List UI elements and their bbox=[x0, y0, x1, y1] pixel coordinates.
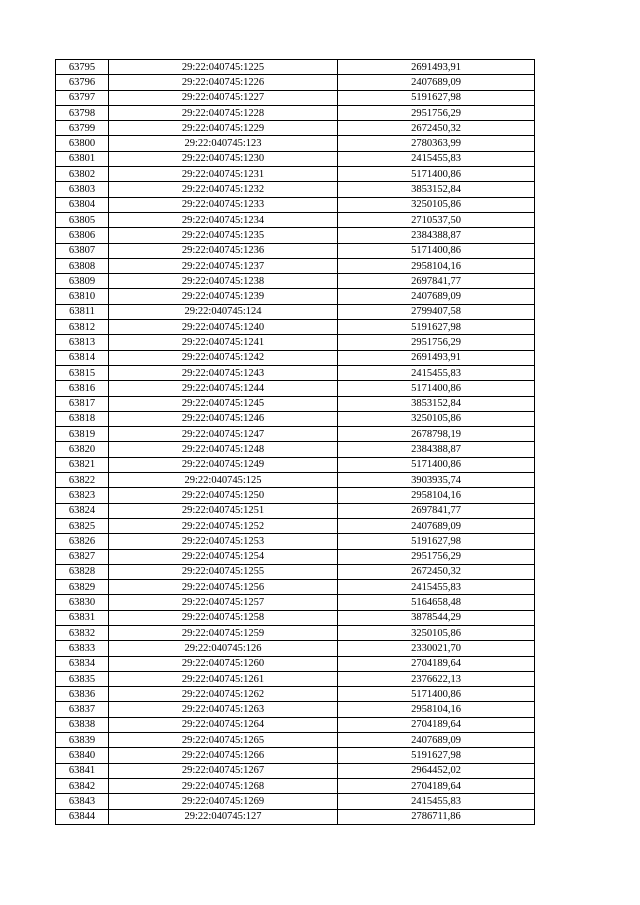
cadastral-number-cell: 29:22:040745:1255 bbox=[109, 564, 338, 579]
table-row bbox=[56, 717, 535, 732]
cadastral-number-cell: 29:22:040745:1267 bbox=[109, 763, 338, 778]
cadastral-value-cell: 5171400,86 bbox=[338, 243, 535, 258]
table-row bbox=[56, 457, 535, 472]
cadastral-number-cell: 29:22:040745:1244 bbox=[109, 381, 338, 396]
cadastral-value-cell: 2780363,99 bbox=[338, 136, 535, 151]
cadastral-number-cell: 29:22:040745:1253 bbox=[109, 534, 338, 549]
cadastral-value-cell: 2384388,87 bbox=[338, 228, 535, 243]
table-row bbox=[56, 671, 535, 686]
row-number-cell: 63803 bbox=[56, 182, 109, 197]
table-row bbox=[56, 427, 535, 442]
table-row bbox=[56, 396, 535, 411]
cadastral-number-cell: 29:22:040745:1260 bbox=[109, 656, 338, 671]
table-row bbox=[56, 258, 535, 273]
row-number-cell: 63813 bbox=[56, 335, 109, 350]
cadastral-value-cell: 2407689,09 bbox=[338, 289, 535, 304]
cadastral-number-cell: 29:22:040745:1228 bbox=[109, 105, 338, 120]
cadastral-number-cell: 29:22:040745:1242 bbox=[109, 350, 338, 365]
cadastral-value-cell: 2415455,83 bbox=[338, 151, 535, 166]
row-number-cell: 63802 bbox=[56, 167, 109, 182]
table-row bbox=[56, 595, 535, 610]
row-number-cell: 63821 bbox=[56, 457, 109, 472]
row-number-cell: 63808 bbox=[56, 258, 109, 273]
cadastral-number-cell: 29:22:040745:124 bbox=[109, 304, 338, 319]
cadastral-value-cell: 2415455,83 bbox=[338, 794, 535, 809]
cadastral-number-cell: 29:22:040745:1247 bbox=[109, 427, 338, 442]
row-number-cell: 63823 bbox=[56, 488, 109, 503]
table-row bbox=[56, 182, 535, 197]
cadastral-number-cell: 29:22:040745:1252 bbox=[109, 518, 338, 533]
row-number-cell: 63839 bbox=[56, 733, 109, 748]
cadastral-value-cell: 2704189,64 bbox=[338, 656, 535, 671]
table-row bbox=[56, 809, 535, 824]
row-number-cell: 63805 bbox=[56, 212, 109, 227]
table-row bbox=[56, 763, 535, 778]
cadastral-number-cell: 29:22:040745:1264 bbox=[109, 717, 338, 732]
cadastral-value-cell: 5171400,86 bbox=[338, 687, 535, 702]
table-row bbox=[56, 121, 535, 136]
cadastral-value-cell: 2407689,09 bbox=[338, 75, 535, 90]
cadastral-value-cell: 2710537,50 bbox=[338, 212, 535, 227]
row-number-cell: 63824 bbox=[56, 503, 109, 518]
row-number-cell: 63800 bbox=[56, 136, 109, 151]
row-number-cell: 63812 bbox=[56, 320, 109, 335]
row-number-cell: 63820 bbox=[56, 442, 109, 457]
cadastral-value-cell: 2697841,77 bbox=[338, 503, 535, 518]
table-row bbox=[56, 641, 535, 656]
cadastral-value-cell: 2786711,86 bbox=[338, 809, 535, 824]
table-row bbox=[56, 473, 535, 488]
cadastral-number-cell: 29:22:040745:1265 bbox=[109, 733, 338, 748]
table-row bbox=[56, 656, 535, 671]
cadastral-value-cell: 5171400,86 bbox=[338, 167, 535, 182]
cadastral-number-cell: 29:22:040745:1269 bbox=[109, 794, 338, 809]
table-row bbox=[56, 243, 535, 258]
cadastral-number-cell: 29:22:040745:1238 bbox=[109, 274, 338, 289]
cadastral-value-cell: 2951756,29 bbox=[338, 335, 535, 350]
cadastral-value-table bbox=[55, 59, 535, 825]
row-number-cell: 63837 bbox=[56, 702, 109, 717]
table-row bbox=[56, 228, 535, 243]
row-number-cell: 63804 bbox=[56, 197, 109, 212]
cadastral-number-cell: 29:22:040745:1266 bbox=[109, 748, 338, 763]
cadastral-number-cell: 29:22:040745:1263 bbox=[109, 702, 338, 717]
row-number-cell: 63797 bbox=[56, 90, 109, 105]
cadastral-value-cell: 2799407,58 bbox=[338, 304, 535, 319]
cadastral-value-cell: 2697841,77 bbox=[338, 274, 535, 289]
cadastral-value-cell: 2951756,29 bbox=[338, 549, 535, 564]
cadastral-number-cell: 29:22:040745:1241 bbox=[109, 335, 338, 350]
row-number-cell: 63832 bbox=[56, 625, 109, 640]
table-body bbox=[56, 60, 535, 825]
cadastral-number-cell: 29:22:040745:1259 bbox=[109, 625, 338, 640]
row-number-cell: 63831 bbox=[56, 610, 109, 625]
cadastral-value-cell: 3250105,86 bbox=[338, 411, 535, 426]
table-row bbox=[56, 411, 535, 426]
table-row bbox=[56, 381, 535, 396]
cadastral-value-cell: 2376622,13 bbox=[338, 671, 535, 686]
table-row bbox=[56, 105, 535, 120]
row-number-cell: 63822 bbox=[56, 473, 109, 488]
cadastral-number-cell: 29:22:040745:126 bbox=[109, 641, 338, 656]
table-row bbox=[56, 151, 535, 166]
cadastral-value-cell: 2407689,09 bbox=[338, 518, 535, 533]
table-row bbox=[56, 304, 535, 319]
cadastral-number-cell: 29:22:040745:1226 bbox=[109, 75, 338, 90]
table-row bbox=[56, 136, 535, 151]
cadastral-value-cell: 2704189,64 bbox=[338, 778, 535, 793]
cadastral-value-cell: 5171400,86 bbox=[338, 381, 535, 396]
cadastral-number-cell: 29:22:040745:1235 bbox=[109, 228, 338, 243]
cadastral-value-cell: 5191627,98 bbox=[338, 90, 535, 105]
cadastral-number-cell: 29:22:040745:1256 bbox=[109, 580, 338, 595]
cadastral-number-cell: 29:22:040745:1225 bbox=[109, 60, 338, 75]
cadastral-value-cell: 2415455,83 bbox=[338, 365, 535, 380]
cadastral-number-cell: 29:22:040745:1236 bbox=[109, 243, 338, 258]
cadastral-number-cell: 29:22:040745:125 bbox=[109, 473, 338, 488]
row-number-cell: 63799 bbox=[56, 121, 109, 136]
cadastral-number-cell: 29:22:040745:1240 bbox=[109, 320, 338, 335]
row-number-cell: 63834 bbox=[56, 656, 109, 671]
row-number-cell: 63817 bbox=[56, 396, 109, 411]
row-number-cell: 63844 bbox=[56, 809, 109, 824]
cadastral-value-cell: 2958104,16 bbox=[338, 258, 535, 273]
table-row bbox=[56, 488, 535, 503]
table-row bbox=[56, 365, 535, 380]
row-number-cell: 63827 bbox=[56, 549, 109, 564]
row-number-cell: 63826 bbox=[56, 534, 109, 549]
cadastral-value-cell: 2951756,29 bbox=[338, 105, 535, 120]
cadastral-number-cell: 29:22:040745:1251 bbox=[109, 503, 338, 518]
cadastral-value-cell: 3878544,29 bbox=[338, 610, 535, 625]
cadastral-value-cell: 5164658,48 bbox=[338, 595, 535, 610]
table-row bbox=[56, 167, 535, 182]
cadastral-value-cell: 2407689,09 bbox=[338, 733, 535, 748]
table-row bbox=[56, 748, 535, 763]
table-row bbox=[56, 350, 535, 365]
row-number-cell: 63842 bbox=[56, 778, 109, 793]
cadastral-number-cell: 29:22:040745:1248 bbox=[109, 442, 338, 457]
cadastral-value-cell: 3250105,86 bbox=[338, 625, 535, 640]
table-row bbox=[56, 212, 535, 227]
cadastral-number-cell: 29:22:040745:123 bbox=[109, 136, 338, 151]
row-number-cell: 63825 bbox=[56, 518, 109, 533]
cadastral-number-cell: 29:22:040745:1229 bbox=[109, 121, 338, 136]
cadastral-number-cell: 29:22:040745:1227 bbox=[109, 90, 338, 105]
cadastral-value-cell: 2964452,02 bbox=[338, 763, 535, 778]
cadastral-value-cell: 2958104,16 bbox=[338, 702, 535, 717]
cadastral-value-cell: 2678798,19 bbox=[338, 427, 535, 442]
table-row bbox=[56, 733, 535, 748]
cadastral-number-cell: 29:22:040745:1258 bbox=[109, 610, 338, 625]
row-number-cell: 63818 bbox=[56, 411, 109, 426]
cadastral-number-cell: 29:22:040745:1257 bbox=[109, 595, 338, 610]
row-number-cell: 63816 bbox=[56, 381, 109, 396]
cadastral-value-cell: 3853152,84 bbox=[338, 182, 535, 197]
table-row bbox=[56, 534, 535, 549]
table-row bbox=[56, 503, 535, 518]
cadastral-number-cell: 29:22:040745:1232 bbox=[109, 182, 338, 197]
table-row bbox=[56, 335, 535, 350]
table-row bbox=[56, 794, 535, 809]
table-row bbox=[56, 442, 535, 457]
table-row bbox=[56, 274, 535, 289]
table-row bbox=[56, 610, 535, 625]
cadastral-number-cell: 29:22:040745:1254 bbox=[109, 549, 338, 564]
row-number-cell: 63806 bbox=[56, 228, 109, 243]
cadastral-number-cell: 29:22:040745:1250 bbox=[109, 488, 338, 503]
table-row bbox=[56, 197, 535, 212]
table-row bbox=[56, 320, 535, 335]
table-row bbox=[56, 518, 535, 533]
row-number-cell: 63843 bbox=[56, 794, 109, 809]
table-row bbox=[56, 687, 535, 702]
row-number-cell: 63838 bbox=[56, 717, 109, 732]
cadastral-number-cell: 29:22:040745:1239 bbox=[109, 289, 338, 304]
cadastral-number-cell: 29:22:040745:1245 bbox=[109, 396, 338, 411]
cadastral-number-cell: 29:22:040745:1261 bbox=[109, 671, 338, 686]
row-number-cell: 63828 bbox=[56, 564, 109, 579]
table-row bbox=[56, 90, 535, 105]
table-row bbox=[56, 564, 535, 579]
cadastral-value-cell: 2691493,91 bbox=[338, 350, 535, 365]
cadastral-value-cell: 3250105,86 bbox=[338, 197, 535, 212]
row-number-cell: 63833 bbox=[56, 641, 109, 656]
table-row bbox=[56, 580, 535, 595]
cadastral-value-cell: 2691493,91 bbox=[338, 60, 535, 75]
cadastral-value-cell: 2958104,16 bbox=[338, 488, 535, 503]
row-number-cell: 63840 bbox=[56, 748, 109, 763]
row-number-cell: 63836 bbox=[56, 687, 109, 702]
row-number-cell: 63798 bbox=[56, 105, 109, 120]
table-row bbox=[56, 289, 535, 304]
cadastral-value-cell: 5171400,86 bbox=[338, 457, 535, 472]
row-number-cell: 63819 bbox=[56, 427, 109, 442]
cadastral-value-cell: 3853152,84 bbox=[338, 396, 535, 411]
cadastral-value-cell: 5191627,98 bbox=[338, 320, 535, 335]
cadastral-value-cell: 2415455,83 bbox=[338, 580, 535, 595]
table-row bbox=[56, 60, 535, 75]
row-number-cell: 63811 bbox=[56, 304, 109, 319]
table-row bbox=[56, 75, 535, 90]
cadastral-number-cell: 29:22:040745:1249 bbox=[109, 457, 338, 472]
table-row bbox=[56, 549, 535, 564]
cadastral-number-cell: 29:22:040745:1246 bbox=[109, 411, 338, 426]
row-number-cell: 63801 bbox=[56, 151, 109, 166]
row-number-cell: 63810 bbox=[56, 289, 109, 304]
row-number-cell: 63796 bbox=[56, 75, 109, 90]
cadastral-value-cell: 2384388,87 bbox=[338, 442, 535, 457]
cadastral-value-cell: 3903935,74 bbox=[338, 473, 535, 488]
cadastral-number-cell: 29:22:040745:1230 bbox=[109, 151, 338, 166]
cadastral-value-cell: 5191627,98 bbox=[338, 534, 535, 549]
cadastral-number-cell: 29:22:040745:127 bbox=[109, 809, 338, 824]
row-number-cell: 63830 bbox=[56, 595, 109, 610]
row-number-cell: 63829 bbox=[56, 580, 109, 595]
cadastral-number-cell: 29:22:040745:1268 bbox=[109, 778, 338, 793]
cadastral-value-cell: 2672450,32 bbox=[338, 121, 535, 136]
cadastral-value-cell: 5191627,98 bbox=[338, 748, 535, 763]
cadastral-number-cell: 29:22:040745:1234 bbox=[109, 212, 338, 227]
row-number-cell: 63809 bbox=[56, 274, 109, 289]
row-number-cell: 63835 bbox=[56, 671, 109, 686]
row-number-cell: 63814 bbox=[56, 350, 109, 365]
row-number-cell: 63807 bbox=[56, 243, 109, 258]
row-number-cell: 63815 bbox=[56, 365, 109, 380]
cadastral-value-cell: 2330021,70 bbox=[338, 641, 535, 656]
row-number-cell: 63841 bbox=[56, 763, 109, 778]
cadastral-value-cell: 2672450,32 bbox=[338, 564, 535, 579]
cadastral-value-cell: 2704189,64 bbox=[338, 717, 535, 732]
cadastral-number-cell: 29:22:040745:1243 bbox=[109, 365, 338, 380]
row-number-cell: 63795 bbox=[56, 60, 109, 75]
cadastral-number-cell: 29:22:040745:1237 bbox=[109, 258, 338, 273]
cadastral-number-cell: 29:22:040745:1233 bbox=[109, 197, 338, 212]
table-row bbox=[56, 702, 535, 717]
cadastral-number-cell: 29:22:040745:1262 bbox=[109, 687, 338, 702]
cadastral-number-cell: 29:22:040745:1231 bbox=[109, 167, 338, 182]
table-row bbox=[56, 625, 535, 640]
table-row bbox=[56, 778, 535, 793]
